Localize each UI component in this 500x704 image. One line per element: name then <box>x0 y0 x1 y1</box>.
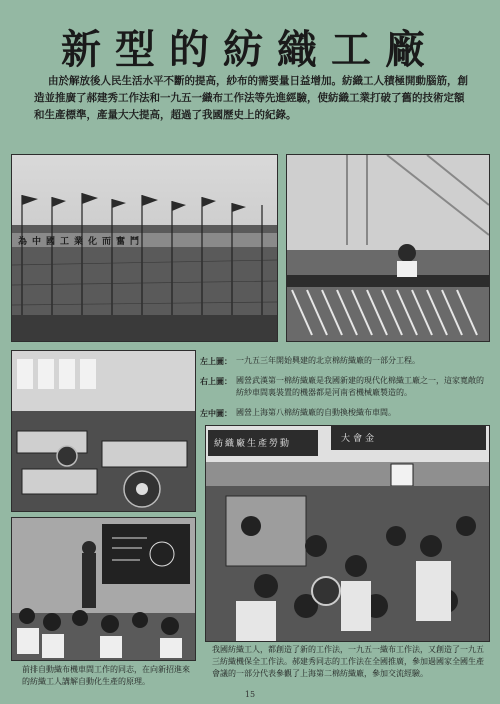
caption-label: 右上圖： <box>200 376 232 386</box>
photo-loom-workshop <box>11 350 196 512</box>
photo-banner-text: 大會金 <box>341 434 378 444</box>
caption-text: 國營武漢第一棉紡織廠是我國新建的現代化棉織工廠之一，這家寬敞的紡紗車間裏裝置的機器都是河南省機械廠製造的。 <box>236 376 484 397</box>
intro-paragraph: 由於解放後人民生活水平不斷的提高，紗布的需要量日益增加。紡織工人積極開動腦筋，創造並推廣了郝建秀工作法和一九五一織布工作法等先進經驗，使紡織工業打破了舊的技術定額和生產標準，產量大大提高，超過了我國歷史上的紀錄。 <box>34 75 468 121</box>
caption-text: 國營上海第八棉紡織廠的自動換梭織布車間。 <box>236 408 396 417</box>
page-title: 新型的紡織工廠 <box>61 26 439 73</box>
caption-label: 左上圖： <box>200 356 232 366</box>
caption-top-left <box>200 355 490 367</box>
photo-crowd-loom <box>205 425 490 642</box>
caption-bottom-left: 前排自動織布機車間工作的同志，在向新招進來的紡織工人講解自動化生產的原理。 <box>22 665 190 686</box>
photo-spinning-room <box>286 154 490 342</box>
caption-top-right <box>200 375 490 399</box>
photo-banner-text: 為中國工業化而奮鬥 <box>18 237 145 247</box>
photo-construction-site <box>11 154 278 342</box>
photo-banner-text: 紡織廠生產勞動 <box>214 439 292 449</box>
page-number: 15 <box>244 690 256 699</box>
caption-bottom-right: 我國紡織工人，都創造了新的工作法，一九五一織布工作法，又創造了一九五三紡織機保全工作法。郝建秀同志的工作法在全國推廣，參加過國家全國生產會議的一部分代表參觀了上海第二棉紡織廠，參加交流經驗。 <box>212 645 484 678</box>
caption-middle-left <box>200 407 490 419</box>
caption-label: 左中圖： <box>200 408 232 418</box>
caption-text: 一九五三年開始興建的北京棉紡織廠的一部分工程。 <box>236 356 420 365</box>
photo-lecture <box>11 517 196 661</box>
